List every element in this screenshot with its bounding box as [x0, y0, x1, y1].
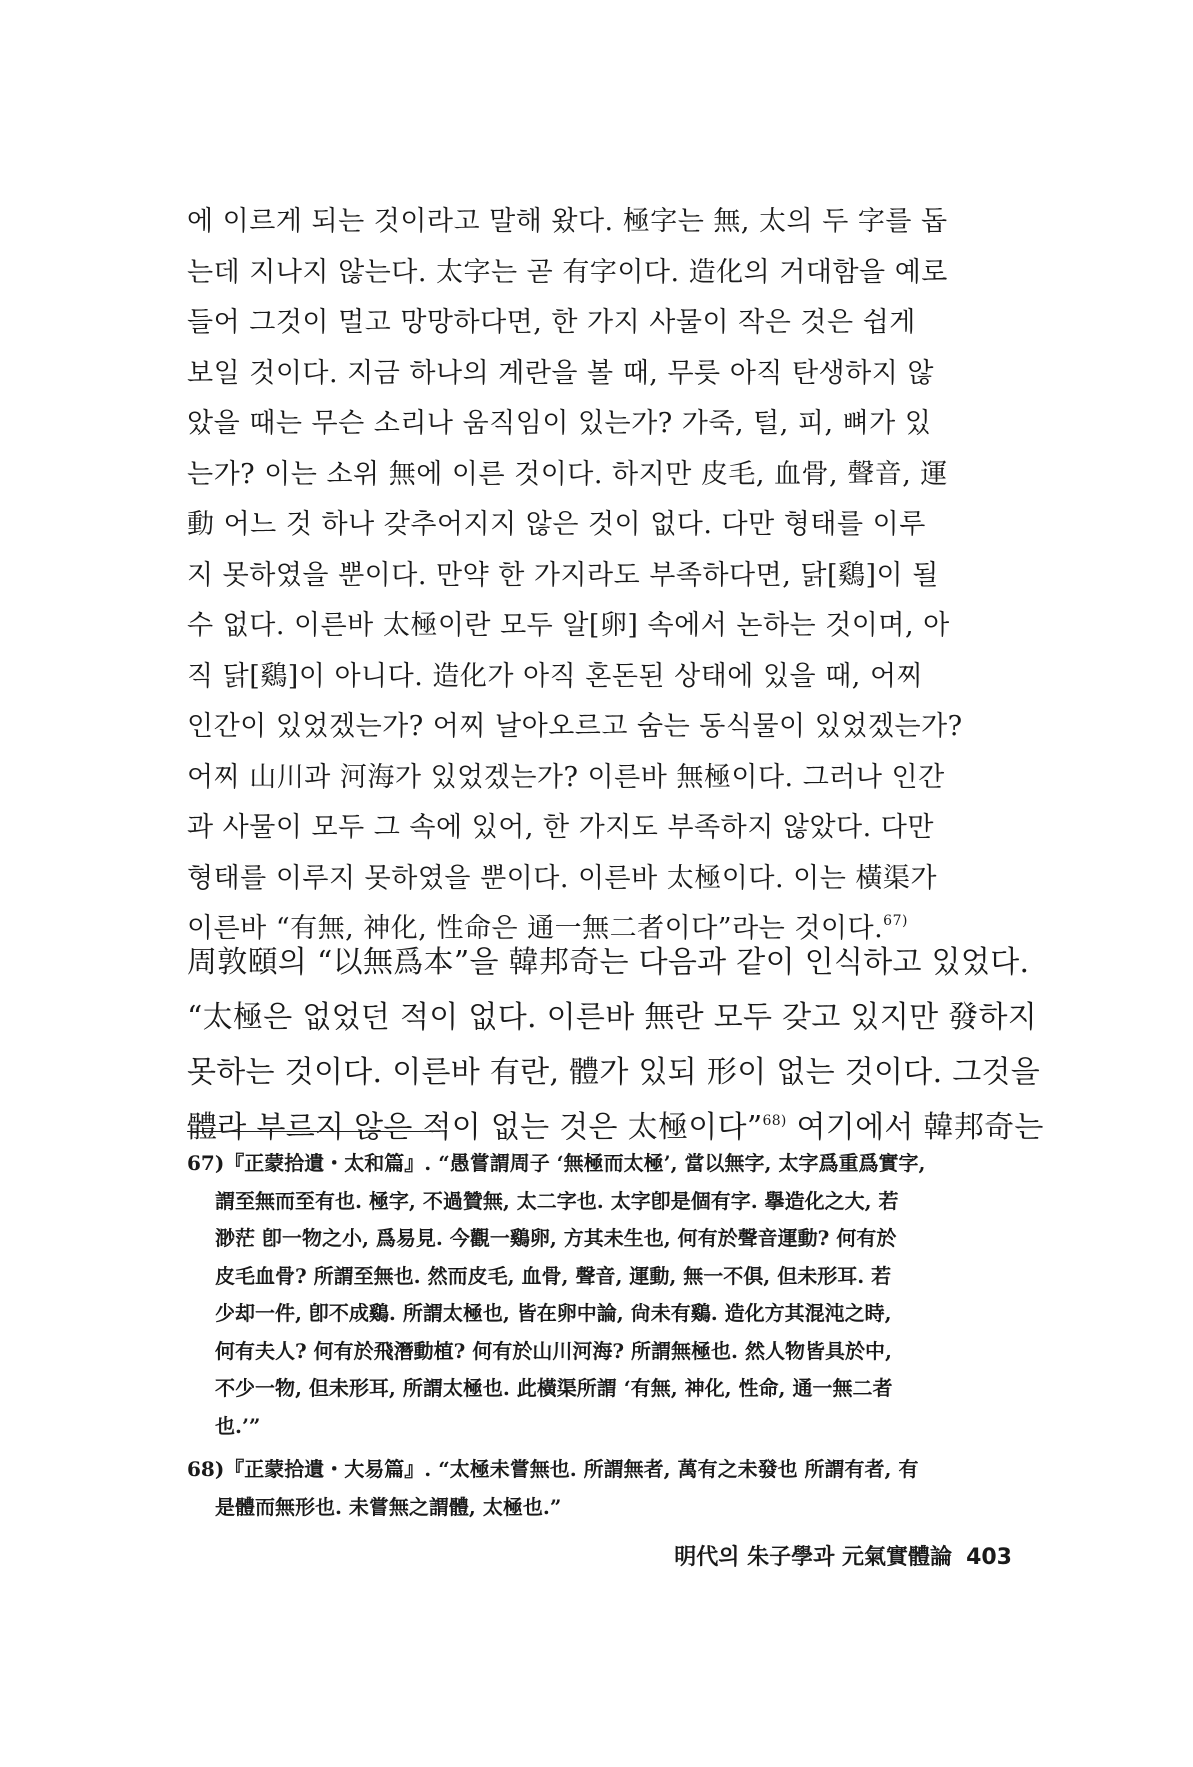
footnote-line: 何有夫人? 何有於飛潛動植? 何有於山川河海? 所謂無極也. 然人物皆具於中, [215, 1338, 892, 1363]
block-quote [187, 197, 987, 955]
footnote-line: 68)『正蒙拾遺・大易篇』. “太極未嘗無也. 所謂無者, 萬有之未發也 所謂有者, 有 [187, 1457, 919, 1481]
quote-line-text: 이른바 “有無, 神化, 性命은 通一無二者이다”라는 것이다. [187, 913, 884, 944]
footnote-ref-67[interactable]: 67) [883, 913, 908, 929]
footnote-line: 也.’” [215, 1413, 261, 1438]
footnote-line: 渺茫 卽一物之小, 爲易見. 今觀一鷄卵, 方其未生也, 何有於聲音運動? 何有於 [215, 1226, 897, 1250]
footnote-line: 皮毛血骨? 所謂至無也. 然而皮毛, 血骨, 聲音, 運動, 無一不俱, 但未形耳. 若 [215, 1263, 892, 1288]
footnote-line: 67)『正蒙拾遺・太和篇』. “愚嘗謂周子 ‘無極而太極’, 當以無字, 太字爲重爲實字, [187, 1151, 926, 1175]
quote-line: 動 어느 것 하나 갖추어지지 않은 것이 없다. 다만 형태를 이루 [187, 509, 926, 540]
footnote-line: 是體而無形也. 未嘗無之謂體, 太極也.” [215, 1494, 562, 1519]
body-paragraph [187, 935, 1044, 1155]
running-footer [650, 1540, 1012, 1571]
body-line: “太極은 없었던 적이 없다. 이른바 無란 모두 갖고 있지만 發하지 [187, 1000, 1038, 1035]
quote-line: 과 사물이 모두 그 속에 있어, 한 가지도 부족하지 않았다. 다만 [187, 812, 934, 843]
quote-line: 어찌 山川과 河海가 있었겠는가? 이른바 無極이다. 그러나 인간 [187, 761, 945, 793]
quote-line: 에 이르게 되는 것이라고 말해 왔다. 極字는 無, 太의 두 字를 돕 [187, 206, 948, 237]
footnote-line: 不少一物, 但未形耳, 所謂太極也. 此橫渠所謂 ‘有無, 神化, 性命, 通一無二者 [215, 1376, 893, 1400]
quote-line: 는가? 이는 소위 無에 이른 것이다. 하지만 皮毛, 血骨, 聲音, 運 [187, 458, 948, 490]
body-line-text: 여기에서 韓邦奇는 [786, 1110, 1044, 1145]
footnote-ref-68[interactable]: 68) [762, 1113, 787, 1129]
running-title: 明代의 朱子學과 元氣實體論 [674, 1545, 953, 1570]
footnote-line: 謂至無而至有也. 極字, 不過贊無, 太二字也. 太字卽是個有字. 擧造化之大, 若 [215, 1188, 899, 1213]
quote-line: 인간이 있었겠는가? 어찌 날아오르고 숨는 동식물이 있었겠는가? [187, 711, 963, 742]
quote-line: 지 못하였을 뿐이다. 만약 한 가지라도 부족하다면, 닭[鷄]이 될 [187, 559, 939, 591]
body-line: 못하는 것이다. 이른바 有란, 體가 있되 形이 없는 것이다. 그것을 [187, 1055, 1041, 1090]
quote-line: 형태를 이루지 못하였을 뿐이다. 이른바 太極이다. 이는 橫渠가 [187, 862, 937, 894]
quote-line: 는데 지나지 않는다. 太字는 곧 有字이다. 造化의 거대함을 예로 [187, 256, 948, 288]
footnote-divider [187, 1131, 440, 1132]
body-line: 周敦頤의 “以無爲本”을 韓邦奇는 다음과 같이 인식하고 있었다. [187, 945, 1030, 980]
footnotes [187, 1145, 1017, 1526]
quote-line: 수 없다. 이른바 太極이란 모두 알[卵] 속에서 논하는 것이며, 아 [187, 610, 950, 641]
quote-line: 보일 것이다. 지금 하나의 계란을 볼 때, 무릇 아직 탄생하지 않 [187, 357, 934, 389]
body-line-text: 體라 부르지 않은 적이 없는 것은 太極이다” [187, 1110, 763, 1145]
page-number: 403 [966, 1545, 1012, 1570]
footnote-line: 少却一件, 卽不成鷄. 所謂太極也, 皆在卵中論, 尙未有鷄. 造化方其混沌之時, [215, 1301, 892, 1325]
footnote-68 [187, 1451, 1017, 1526]
quote-line: 직 닭[鷄]이 아니다. 造化가 아직 혼돈된 상태에 있을 때, 어찌 [187, 660, 924, 692]
quote-line: 들어 그것이 멀고 망망하다면, 한 가지 사물이 작은 것은 쉽게 [187, 307, 916, 338]
footnote-67 [187, 1145, 1017, 1445]
quote-line: 았을 때는 무슨 소리나 움직임이 있는가? 가죽, 털, 피, 뼈가 있 [187, 408, 932, 439]
